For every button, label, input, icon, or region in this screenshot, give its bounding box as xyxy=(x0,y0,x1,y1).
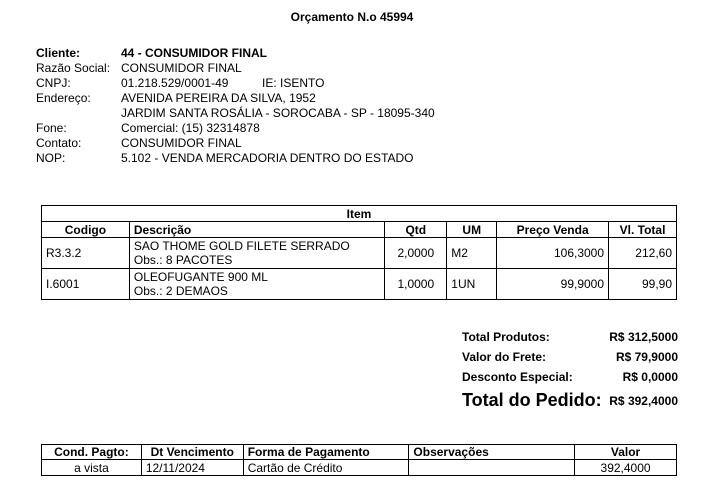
desconto-row xyxy=(462,370,678,390)
frete-row xyxy=(462,350,678,370)
cnpj-value: 01.218.529/0001-49 xyxy=(121,76,229,90)
nop-label: NOP: xyxy=(36,151,66,165)
cell-preco: 99,9000 xyxy=(497,269,609,300)
cell-descricao xyxy=(129,269,384,300)
endereco-line1: AVENIDA PEREIRA DA SILVA, 1952 xyxy=(121,91,316,105)
table-row xyxy=(42,269,677,300)
totals-block xyxy=(462,330,678,416)
items-section-title: Item xyxy=(42,206,677,222)
cell-codigo: R3.3.2 xyxy=(42,238,130,269)
cell-cond-pagto: a vista xyxy=(42,460,142,476)
contato-label: Contato: xyxy=(36,136,82,150)
cell-observacoes xyxy=(409,460,575,476)
payment-header-row xyxy=(42,445,677,460)
total-pedido-label: Total do Pedido: xyxy=(462,390,602,410)
col-codigo: Codigo xyxy=(42,222,130,238)
cell-valor: 392,4000 xyxy=(575,460,677,476)
cell-um: 1UN xyxy=(447,269,497,300)
desconto-label: Desconto Especial: xyxy=(462,370,573,384)
total-produtos-row xyxy=(462,330,678,350)
table-row xyxy=(42,460,677,476)
item-description: SAO THOME GOLD FILETE SERRADO xyxy=(133,239,350,253)
fone-value: Comercial: (15) 32314878 xyxy=(121,121,260,135)
cliente-value: 44 - CONSUMIDOR FINAL xyxy=(121,46,268,60)
col-preco: Preço Venda xyxy=(497,222,609,238)
col-qtd: Qtd xyxy=(385,222,447,238)
total-produtos-label: Total Produtos: xyxy=(462,330,550,344)
cell-dt-vencimento: 12/11/2024 xyxy=(141,460,243,476)
endereco-label: Endereço: xyxy=(36,91,91,105)
cell-um: M2 xyxy=(447,238,497,269)
cell-descricao xyxy=(129,238,384,269)
col-valor: Valor xyxy=(575,445,677,460)
cell-qtd: 1,0000 xyxy=(385,269,447,300)
col-total: Vl. Total xyxy=(609,222,677,238)
payment-table xyxy=(41,444,677,476)
col-descricao: Descrição xyxy=(129,222,384,238)
frete-value: R$ 79,9000 xyxy=(615,350,678,364)
cnpj-label: CNPJ: xyxy=(36,76,71,90)
cell-qtd: 2,0000 xyxy=(385,238,447,269)
desconto-value: R$ 0,0000 xyxy=(622,370,678,384)
items-table xyxy=(41,205,677,300)
cell-total: 99,90 xyxy=(609,269,677,300)
endereco-line2: JARDIM SANTA ROSÁLIA - SOROCABA - SP - 18095-340 xyxy=(121,106,435,120)
razao-label: Razão Social: xyxy=(36,61,111,75)
frete-label: Valor do Frete: xyxy=(462,350,547,364)
item-obs: Obs.: 2 DEMAOS xyxy=(133,284,228,298)
total-pedido-row xyxy=(462,390,678,416)
total-produtos-value: R$ 312,5000 xyxy=(609,330,678,344)
item-obs: Obs.: 8 PACOTES xyxy=(133,253,233,267)
col-forma-pagamento: Forma de Pagamento xyxy=(243,445,409,460)
cell-forma-pagamento: Cartão de Crédito xyxy=(243,460,409,476)
item-description: OLEOFUGANTE 900 ML xyxy=(133,270,268,284)
fone-label: Fone: xyxy=(36,121,67,135)
nop-value: 5.102 - VENDA MERCADORIA DENTRO DO ESTADO xyxy=(121,151,414,165)
table-row xyxy=(42,238,677,269)
cell-preco: 106,3000 xyxy=(497,238,609,269)
page-title: Orçamento N.o 45994 xyxy=(290,10,414,24)
col-observacoes: Observações xyxy=(409,445,575,460)
contato-value: CONSUMIDOR FINAL xyxy=(121,136,242,150)
ie-value: IE: ISENTO xyxy=(262,76,325,90)
col-cond-pagto: Cond. Pagto: xyxy=(42,445,142,460)
cell-total: 212,60 xyxy=(609,238,677,269)
items-header-row xyxy=(42,222,677,238)
total-pedido-value: R$ 392,4000 xyxy=(609,394,678,408)
cliente-label: Cliente: xyxy=(36,46,81,60)
col-um: UM xyxy=(447,222,497,238)
col-dt-vencimento: Dt Vencimento xyxy=(141,445,243,460)
razao-value: CONSUMIDOR FINAL xyxy=(121,61,242,75)
cell-codigo: I.6001 xyxy=(42,269,130,300)
